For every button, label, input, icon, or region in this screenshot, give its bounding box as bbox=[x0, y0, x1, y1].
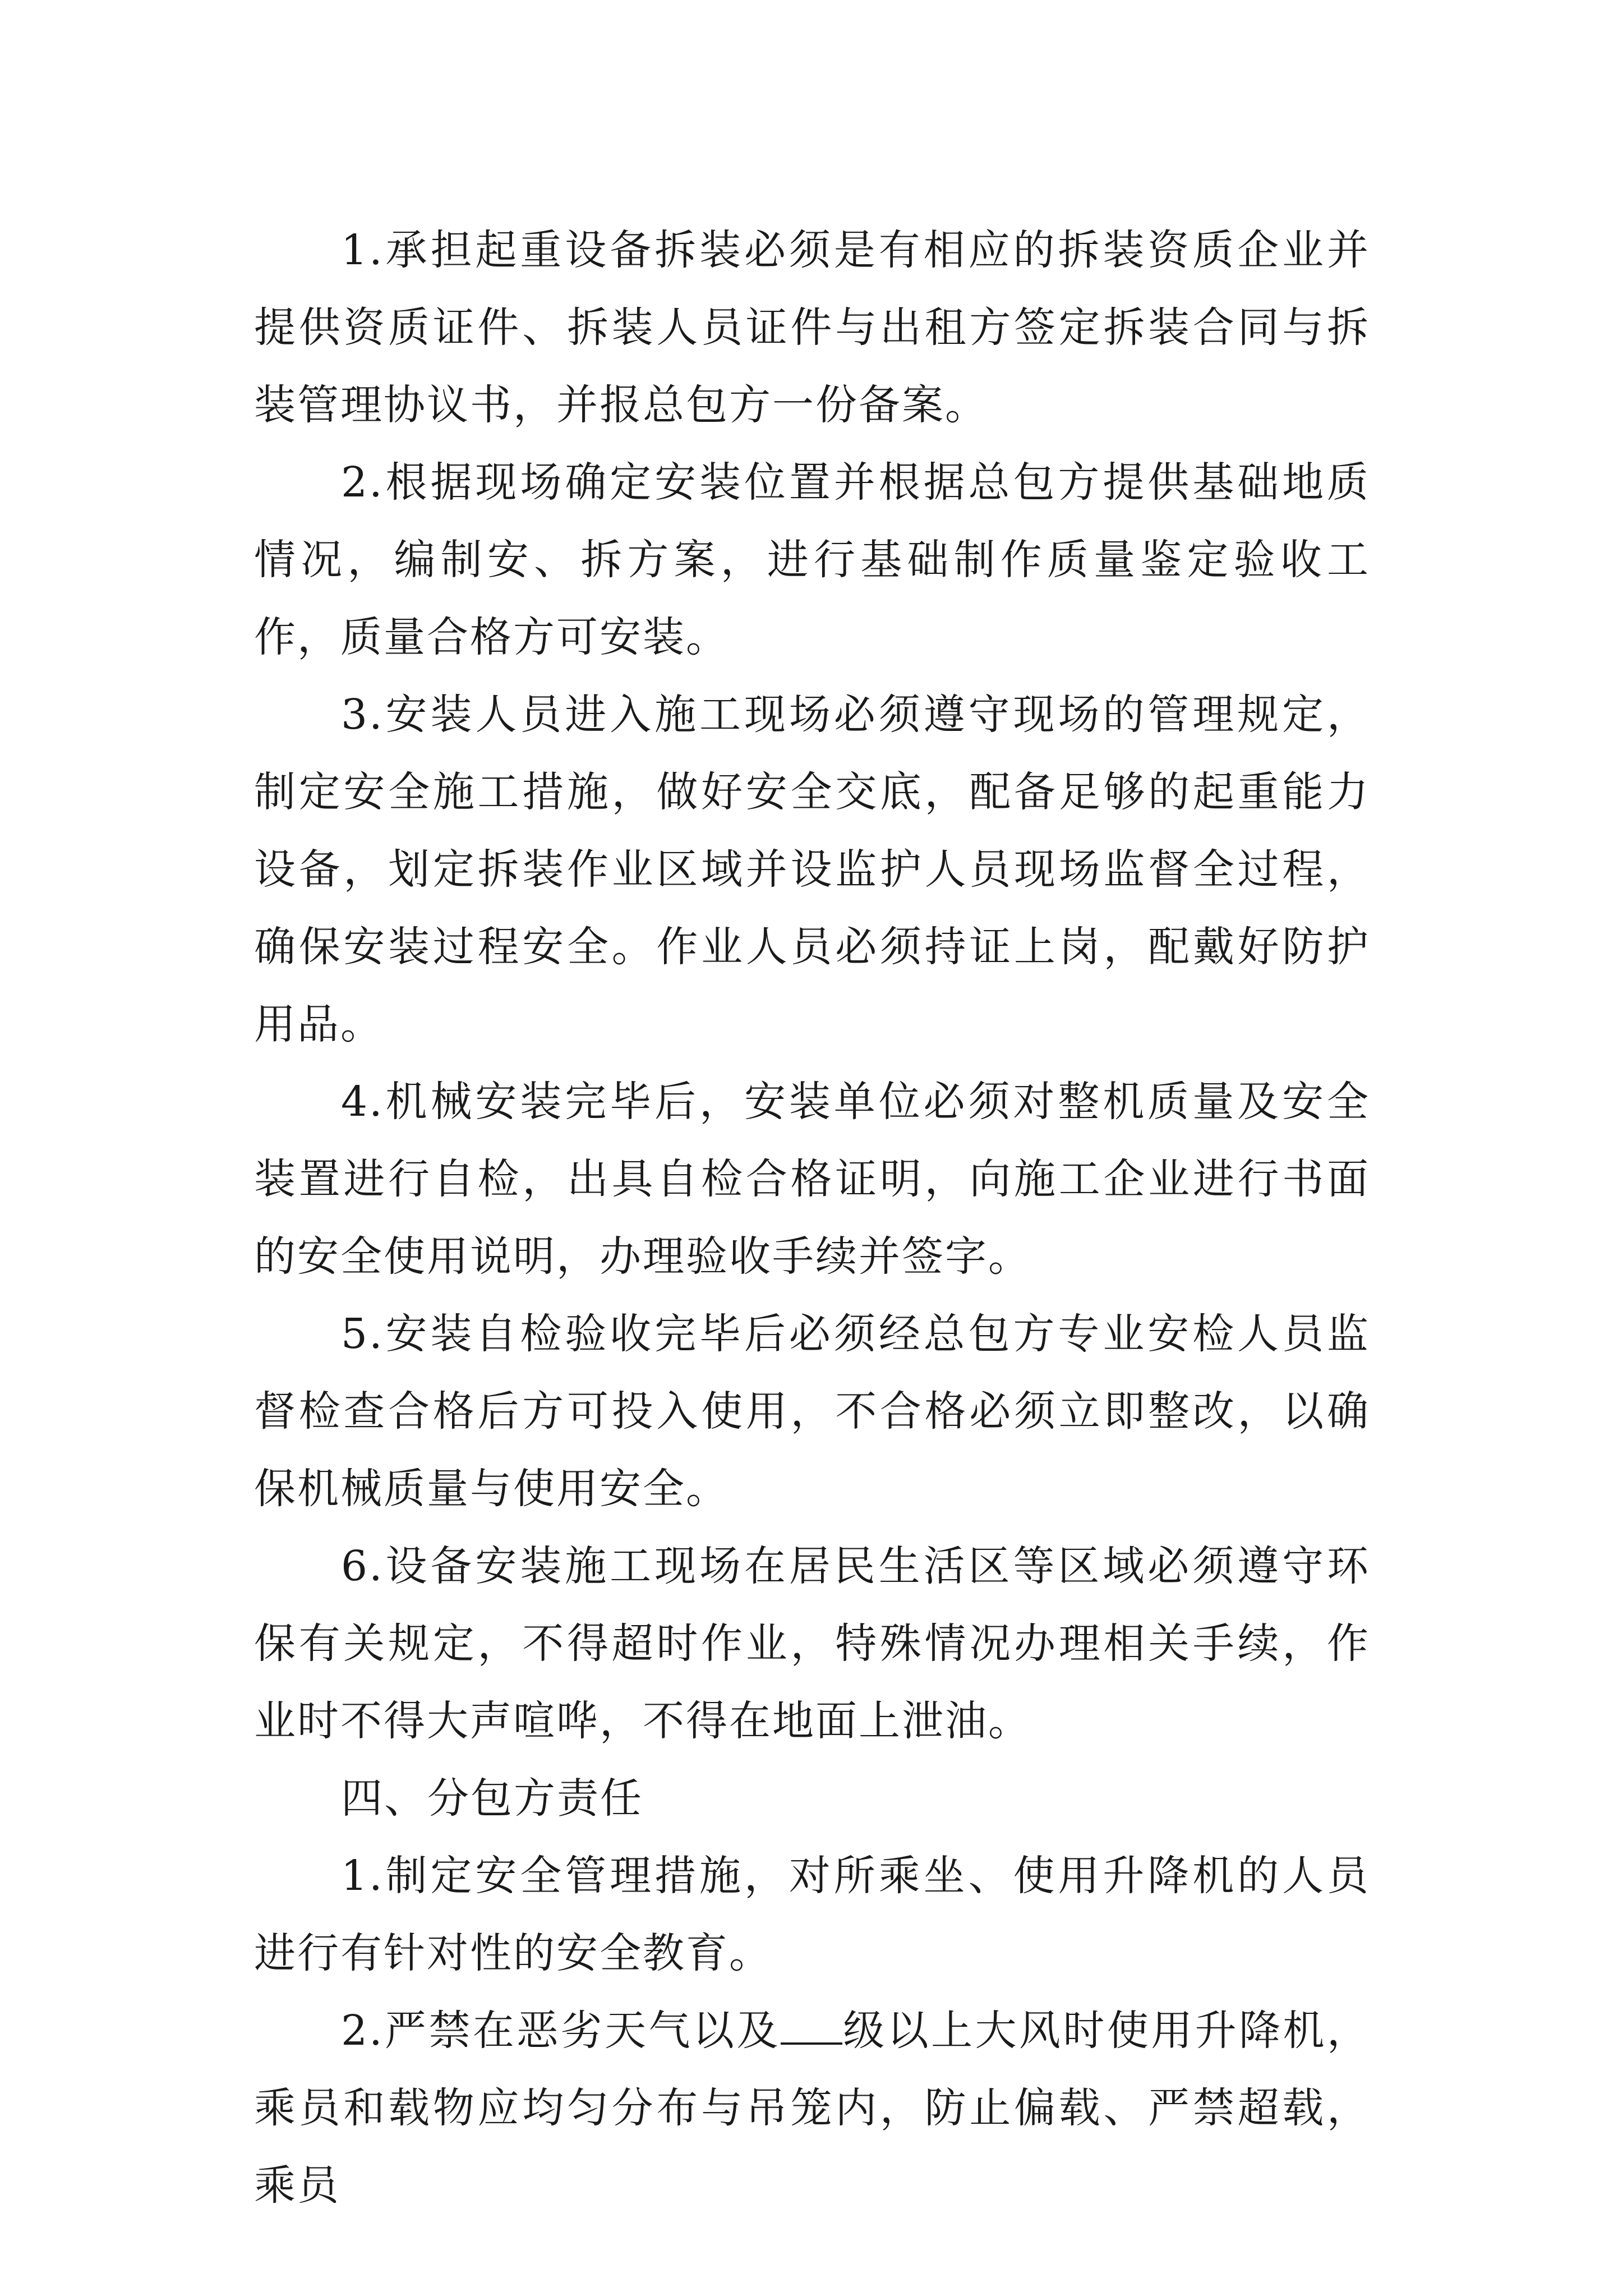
section-heading: 四、分包方责任 bbox=[341, 1774, 643, 1823]
blank-underline bbox=[781, 2008, 842, 2045]
paragraph-8-end: 级以上大风时使用升降机，乘员和载物应均匀分布与吊笼内，防止偏载、严禁超载，乘员 bbox=[254, 2007, 1370, 2210]
paragraph-5: 5.安装自检验收完毕后必须经总包方专业安检人员监督检查合格后方可投入使用，不合格必须立即整改，以确保机械质量与使用安全。 bbox=[254, 1310, 1370, 1513]
paragraph-6: 6.设备安装施工现场在居民生活区等区域必须遵守环保有关规定，不得超时作业，特殊情况办理相关手续，作业时不得大声喧哗，不得在地面上泄油。 bbox=[254, 1542, 1370, 1745]
paragraph-2: 2.根据现场确定安装位置并根据总包方提供基础地质情况，编制安、拆方案，进行基础制作质量鉴定验收工作，质量合格方可安装。 bbox=[254, 458, 1370, 661]
paragraph-8-start: 2.严禁在恶劣天气以及 bbox=[341, 2007, 781, 2055]
paragraph-8 bbox=[254, 1992, 1370, 2224]
paragraph-7: 1.制定安全管理措施，对所乘坐、使用升降机的人员进行有针对性的安全教育。 bbox=[254, 1852, 1370, 1977]
paragraph-1: 1.承担起重设备拆装必须是有相应的拆装资质企业并提供资质证件、拆装人员证件与出租方签定拆装合同与拆装管理协议书，并报总包方一份备案。 bbox=[254, 226, 1370, 429]
paragraph-4: 4.机械安装完毕后，安装单位必须对整机质量及安全装置进行自检，出具自检合格证明，向施工企业进行书面的安全使用说明，办理验收手续并签字。 bbox=[254, 1078, 1370, 1281]
document-body bbox=[254, 211, 1370, 2224]
paragraph-3: 3.安装人员进入施工现场必须遵守现场的管理规定，制定安全施工措施，做好安全交底，配备足够的起重能力设备，划定拆装作业区域并设监护人员现场监督全过程，确保安装过程安全。作业人员必须持证上岗，配戴好防护用品。 bbox=[254, 691, 1370, 1048]
